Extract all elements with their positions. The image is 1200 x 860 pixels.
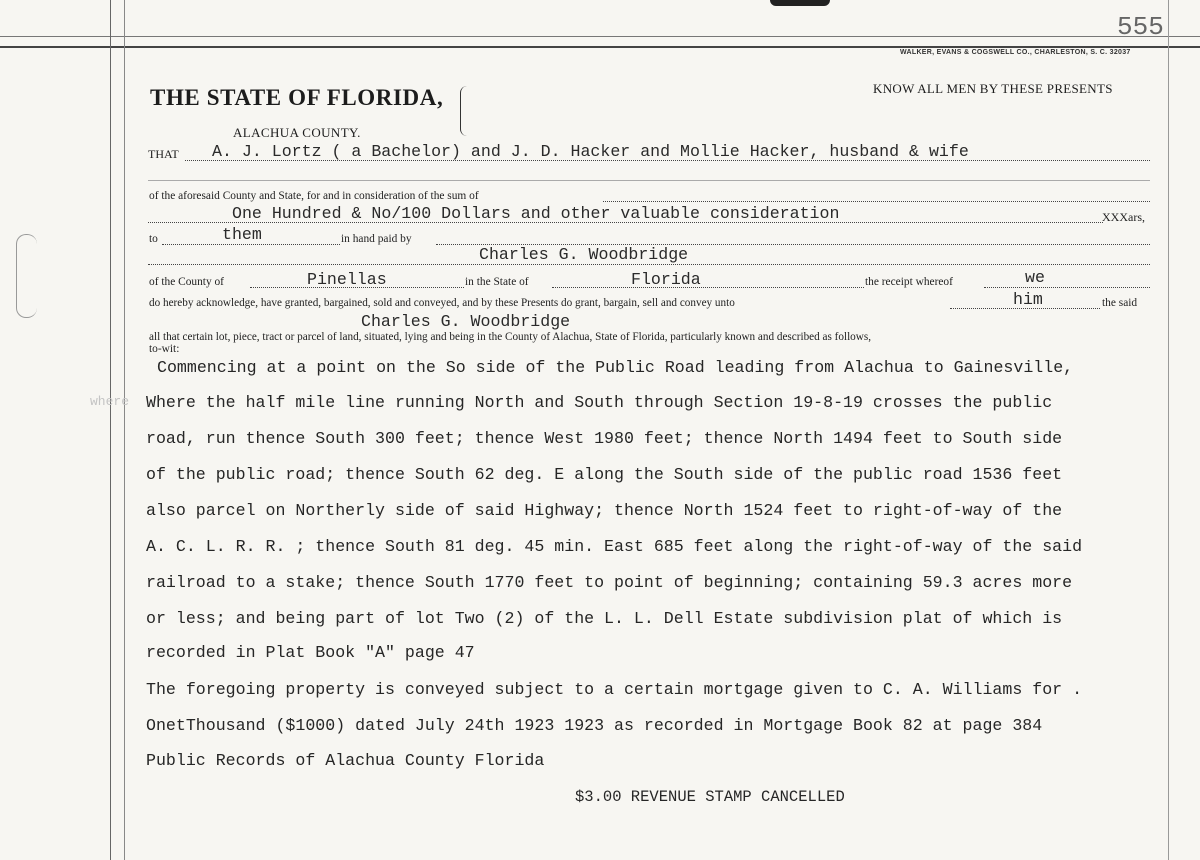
top-rule (0, 36, 1200, 37)
consideration-intro: of the aforesaid County and State, for and in consideration of the sum of (149, 190, 479, 202)
payer-dots (148, 264, 1150, 265)
brace (460, 86, 467, 136)
revenue-stamp-note: $3.00 REVENUE STAMP CANCELLED (575, 788, 845, 806)
description-line-6: A. C. L. R. R. ; thence South 81 deg. 45 min. East 685 feet along the right-of-way of the said (146, 537, 1083, 556)
binder-hole (16, 234, 37, 318)
county-label: ALACHUA COUNTY. (233, 125, 361, 140)
top-blot (770, 0, 830, 6)
left-margin-line-2 (124, 0, 125, 860)
the-said-label: the said (1102, 297, 1138, 309)
to-value: them (222, 225, 262, 244)
payer: Charles G. Woodbridge (479, 245, 689, 264)
page-number: 555 (1117, 12, 1164, 42)
state-heading: THE STATE OF FLORIDA, (150, 85, 444, 110)
right-margin-line (1168, 0, 1169, 860)
in-hand-paid-by: in hand paid by (341, 233, 412, 245)
separator-line (148, 180, 1150, 181)
grantee: Charles G. Woodbridge (361, 312, 571, 331)
receipt-dots (984, 287, 1150, 288)
to-label: to (149, 233, 158, 245)
to-dots (162, 244, 340, 245)
description-line-12: Public Records of Alachua County Florida (146, 751, 545, 770)
of-county-label: of the County of (149, 276, 224, 288)
know-all-men: KNOW ALL MEN BY THESE PRESENTS (873, 81, 1113, 96)
printer-line: WALKER, EVANS & COGSWELL CO., CHARLESTON, S. C. 32037 (900, 49, 1131, 56)
consideration-amount: One Hundred & No/100 Dollars and other valuable consideration (232, 204, 840, 223)
all-that-text: all that certain lot, piece, tract or parcel of land, situated, lying and being in the County of Alachua, State of Florida, particularly known and described as follows, (149, 331, 872, 343)
description-line-1: Commencing at a point on the So side of the Public Road leading from Alachua to Gainesville, (157, 358, 1074, 377)
description-line-8: or less; and being part of lot Two (2) of the L. L. Dell Estate subdivision plat of which is (146, 609, 1063, 628)
consideration-dots (603, 201, 1150, 202)
description-line-3: road, run thence South 300 feet; thence West 1980 feet; thence North 1494 feet to South side (146, 429, 1063, 448)
description-line-5: also parcel on Northerly side of said Highway; thence North 1524 feet to right-of-way of the (146, 501, 1063, 520)
state-value: Florida (631, 270, 701, 289)
dollars-suffix: XXXars, (1102, 210, 1145, 224)
description-line-2: Where the half mile line running North and South through Section 19-8-19 crosses the public (146, 393, 1053, 412)
to-wit: to-wit: (149, 343, 180, 355)
description-line-10: The foregoing property is conveyed subject to a certain mortgage given to C. A. Williams for . (146, 680, 1083, 699)
description-line-7: railroad to a stake; thence South 1770 feet to point of beginning; containing 59.3 acres more (146, 573, 1073, 592)
receipt-label: the receipt whereof (865, 276, 953, 288)
convey-unto-value: him (1013, 290, 1043, 309)
description-line-9: recorded in Plat Book "A" page 47 (146, 643, 475, 662)
left-margin-line (110, 0, 111, 860)
that-label: THAT (148, 147, 179, 161)
county-value: Pinellas (307, 270, 387, 289)
state-dots (552, 287, 864, 288)
top-rule-2 (0, 46, 1200, 48)
in-state-label: in the State of (465, 276, 529, 288)
description-line-4: of the public road; thence South 62 deg. E along the South side of the public road 1536 feet (146, 465, 1063, 484)
acknowledge-text: do hereby acknowledge, have granted, bargained, sold and conveyed, and by these Presents do grant, bargain, sell and convey unto (149, 297, 735, 309)
description-line-11: OnetThousand ($1000) dated July 24th 1923 1923 as recorded in Mortgage Book 82 at page 384 (146, 716, 1043, 735)
grantors: A. J. Lortz ( a Bachelor) and J. D. Hacker and Mollie Hacker, husband & wife (212, 142, 969, 161)
receipt-value: we (1025, 268, 1045, 287)
margin-note: where (90, 394, 130, 409)
